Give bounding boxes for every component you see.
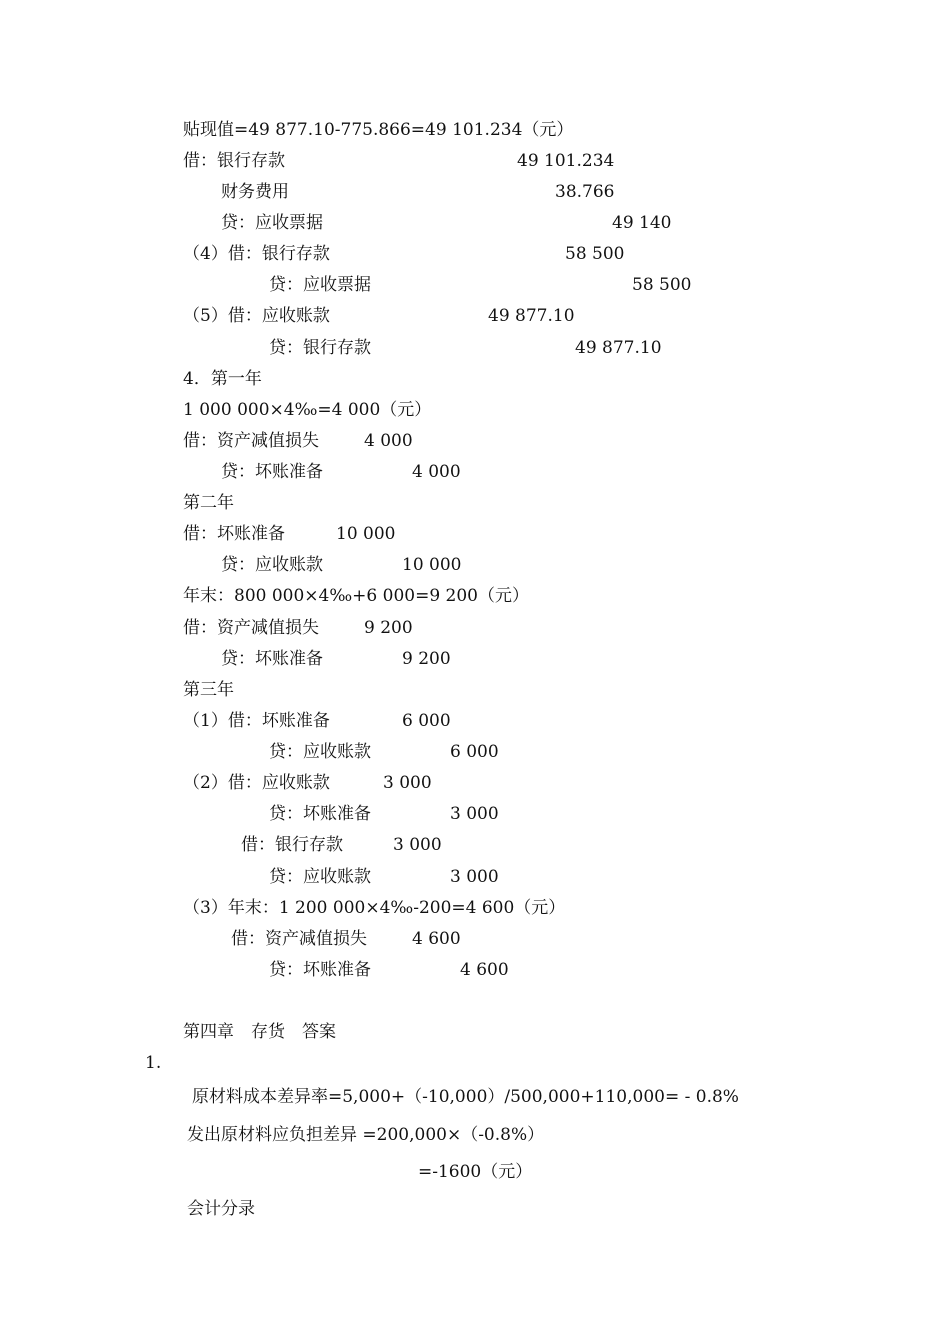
entry-credit-account: 贷：银行存款 [269,338,371,358]
entry-amount: 3 000 [383,773,432,793]
item-number: 1. [145,1053,162,1073]
entry-amount: 3 000 [393,835,442,855]
entry-debit-account: （4）借：银行存款 [183,244,330,264]
entry-amount: 3 000 [450,804,499,824]
entry-debit-account: 借：坏账准备 [183,524,285,544]
entry-amount: 58 500 [565,244,625,264]
entry-amount: 4 600 [412,929,461,949]
entry-amount: 49 140 [612,213,672,233]
entry-amount: 4 000 [364,431,413,451]
calculation-result: =-1600（元） [418,1162,533,1182]
section-heading: 第二年 [183,493,234,513]
discount-value-line: 贴现值=49 877.10-775.866=49 101.234（元） [183,120,574,140]
entry-debit-account: 借：银行存款 [241,835,343,855]
calculation-line: 发出原材料应负担差异 =200,000×（-0.8%） [187,1125,545,1145]
entry-debit-account: （5）借：应收账款 [183,306,330,326]
entry-credit-account: 贷：应收账款 [269,742,371,762]
entry-debit-account: 财务费用 [221,182,289,202]
entry-amount: 4 600 [460,960,509,980]
calculation-line: 1 000 000×4‰=4 000（元） [183,400,432,420]
entry-amount: 10 000 [336,524,396,544]
section-heading: 会计分录 [187,1199,255,1219]
entry-amount: 49 877.10 [488,306,575,326]
entry-credit-account: 贷：应收账款 [269,867,371,887]
entry-debit-account: 借：资产减值损失 [183,618,319,638]
section-heading: 4．第一年 [183,369,262,389]
entry-amount: 58 500 [632,275,692,295]
entry-amount: 4 000 [412,462,461,482]
entry-amount: 38.766 [555,182,615,202]
calculation-line: 原材料成本差异率=5,000+（-10,000）/500,000+110,000= - 0.8% [192,1087,739,1107]
entry-debit-account: 借：资产减值损失 [183,431,319,451]
entry-amount: 10 000 [402,555,462,575]
entry-debit-account: 借：银行存款 [183,151,285,171]
calculation-line: （3）年末：1 200 000×4‰-200=4 600（元） [183,898,566,918]
entry-credit-account: 贷：应收票据 [269,275,371,295]
calculation-line: 年末：800 000×4‰+6 000=9 200（元） [183,586,529,606]
entry-credit-account: 贷：坏账准备 [269,804,371,824]
entry-credit-account: 贷：应收票据 [221,213,323,233]
entry-credit-account: 贷：应收账款 [221,555,323,575]
entry-amount: 9 200 [364,618,413,638]
section-heading: 第三年 [183,680,234,700]
chapter-heading: 第四章 存货 答案 [183,1022,336,1042]
entry-debit-account: （1）借：坏账准备 [183,711,330,731]
entry-debit-account: （2）借：应收账款 [183,773,330,793]
entry-debit-account: 借：资产减值损失 [231,929,367,949]
entry-amount: 6 000 [450,742,499,762]
entry-amount: 6 000 [402,711,451,731]
entry-amount: 49 101.234 [517,151,615,171]
entry-amount: 9 200 [402,649,451,669]
entry-credit-account: 贷：坏账准备 [221,649,323,669]
entry-credit-account: 贷：坏账准备 [269,960,371,980]
entry-credit-account: 贷：坏账准备 [221,462,323,482]
entry-amount: 49 877.10 [575,338,662,358]
entry-amount: 3 000 [450,867,499,887]
